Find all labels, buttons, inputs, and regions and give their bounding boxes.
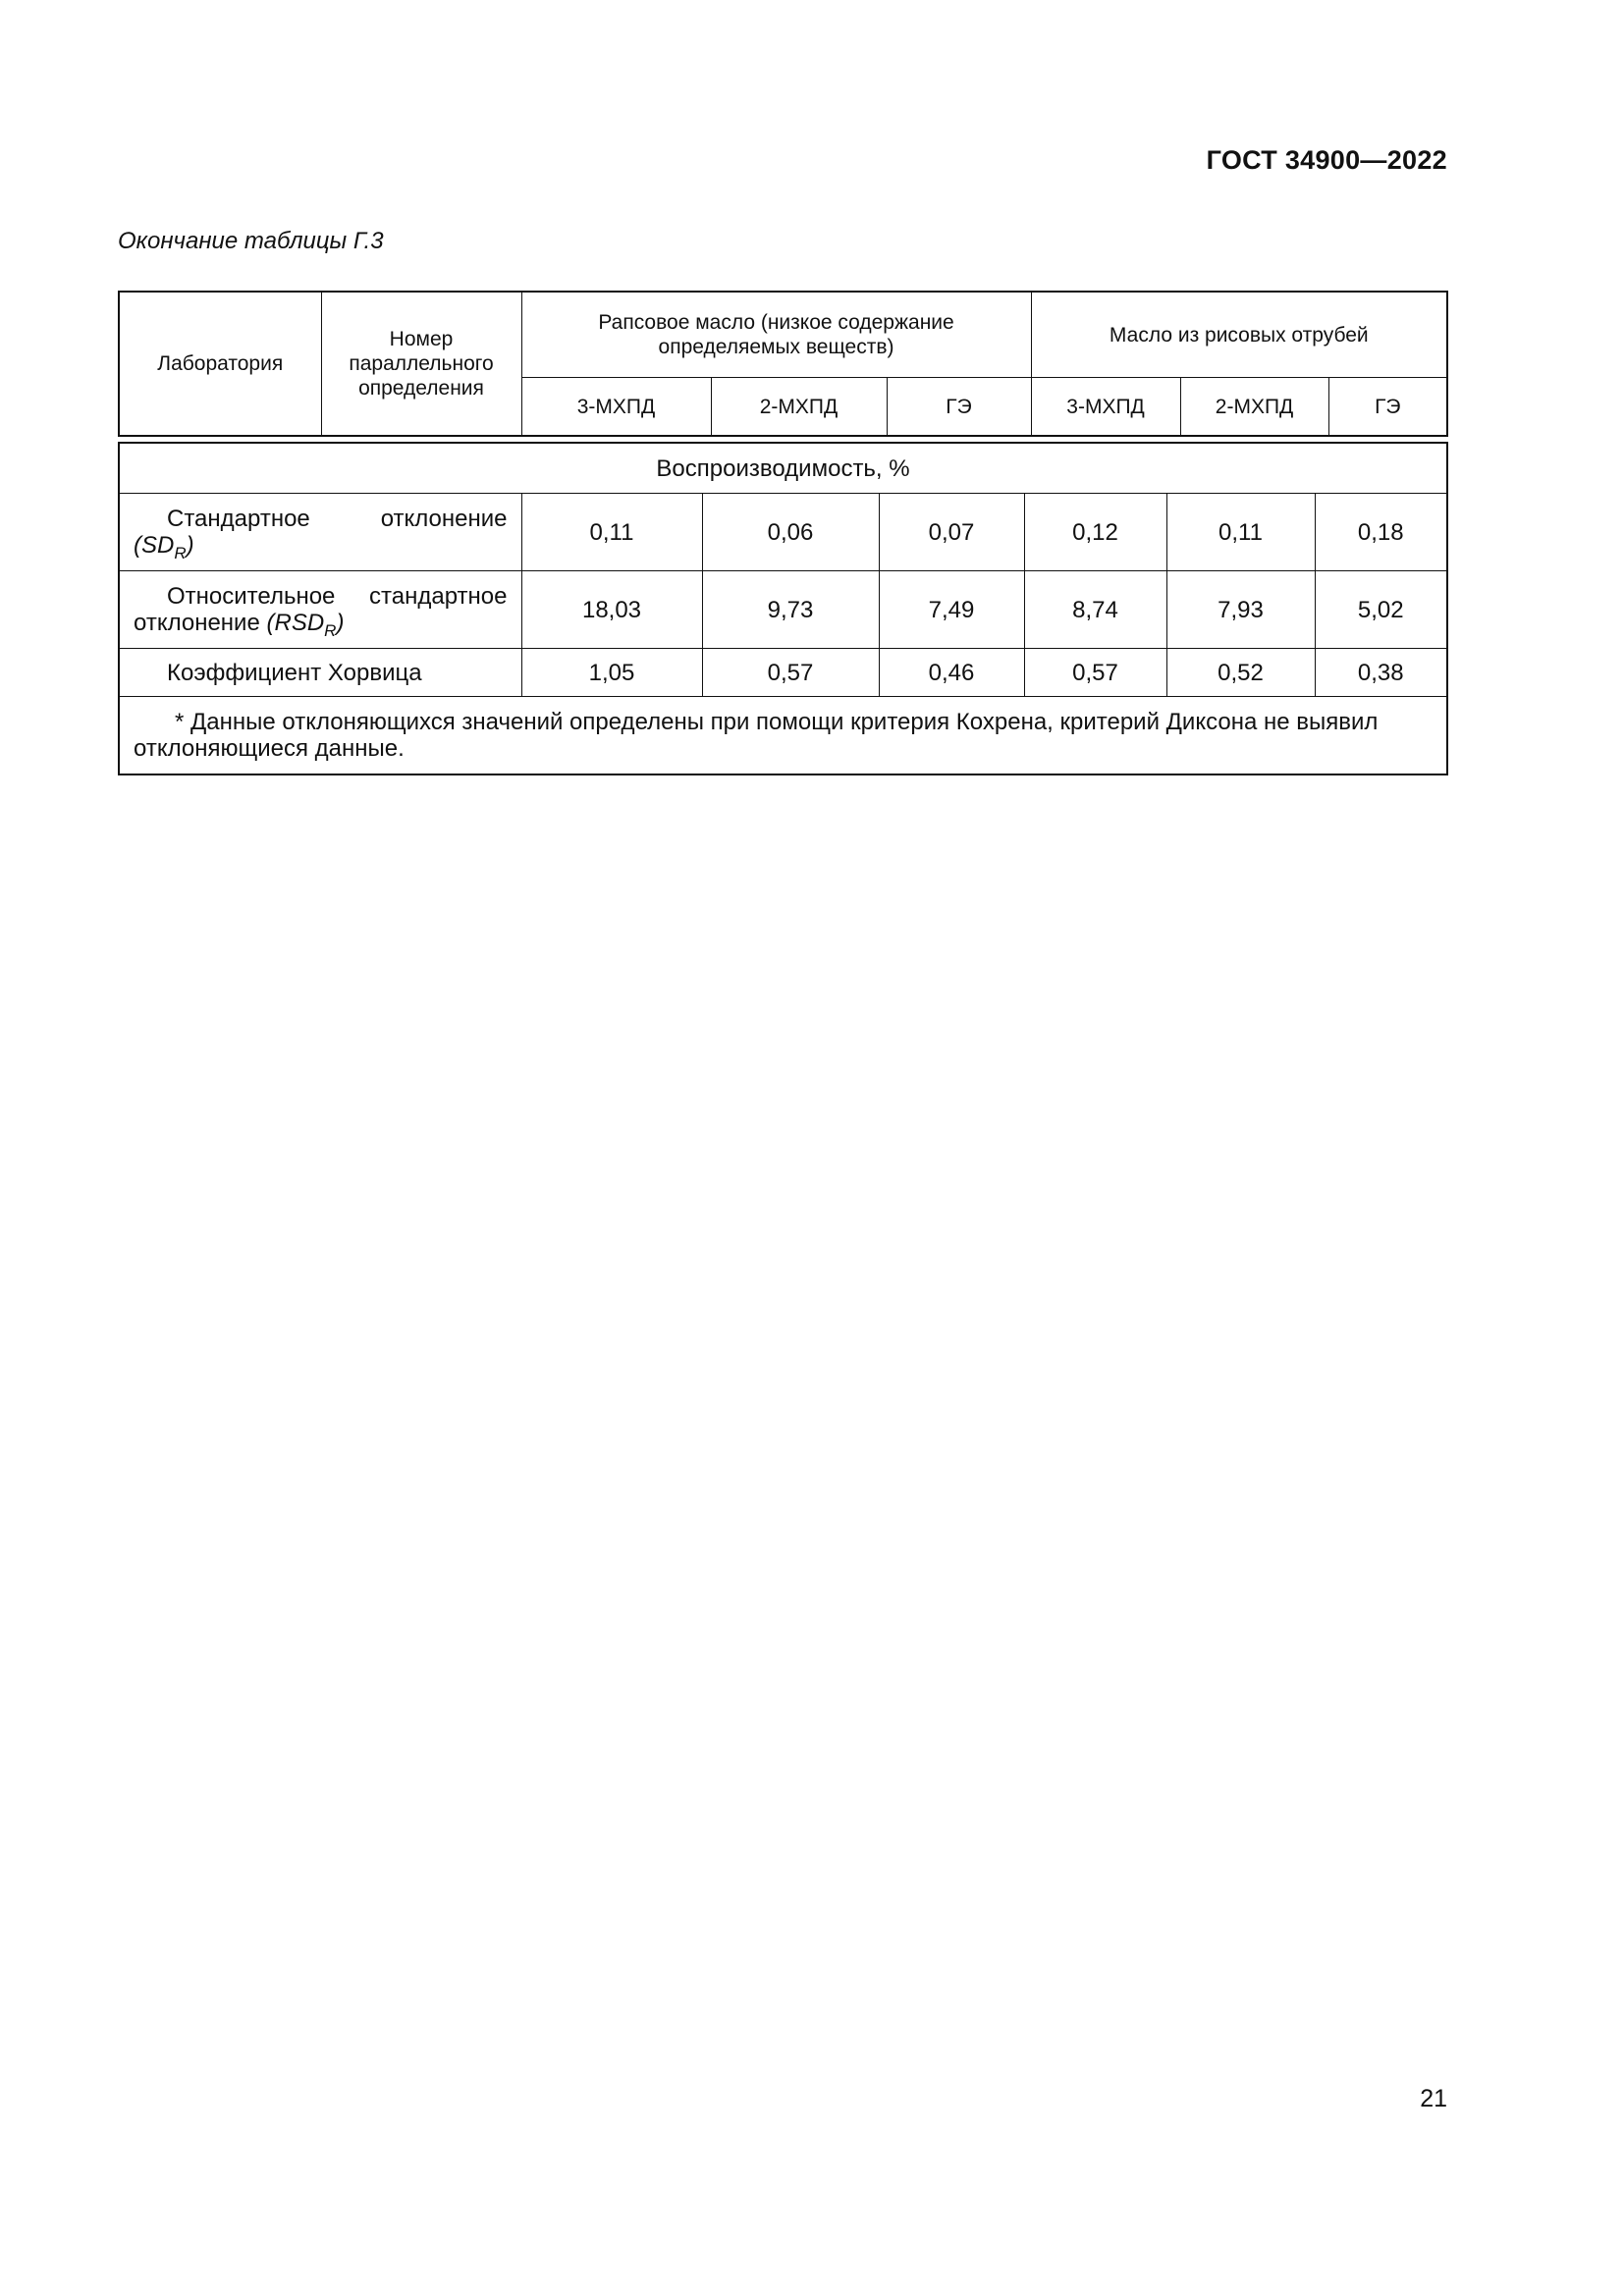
value-cell: 7,49: [879, 571, 1024, 649]
value-cell: 0,07: [879, 494, 1024, 571]
table-footnote: [119, 697, 1447, 775]
value-cell: 0,18: [1315, 494, 1447, 571]
page-number: 21: [1420, 2085, 1447, 2112]
header-replicate-number: Номер параллельного определения: [321, 292, 521, 436]
header-laboratory: Лаборатория: [119, 292, 321, 436]
value-cell: 9,73: [702, 571, 879, 649]
footnote-text: * Данные отклоняющихся значений определены при помощи критерия Кохрена, критерий Диксона не выявил отклоняющиеся данные.: [134, 709, 1379, 762]
row-label-text: Относительное стандартное отклонение: [134, 583, 508, 636]
subheader-cell: ГЭ: [1328, 378, 1447, 437]
row-label: Стандартное отклонение $(SD_R)$: [119, 494, 521, 571]
subheader-cell: 2-МХПД: [711, 378, 887, 437]
row-label-subscript: R: [324, 621, 337, 640]
subheader-cell: 3-МХПД: [1031, 378, 1180, 437]
value-cell: 0,52: [1166, 649, 1315, 697]
row-label: Относительное стандартное отклонение $(RSD_R)$: [119, 571, 521, 649]
row-label-subscript: R: [174, 544, 187, 562]
value-cell: 0,38: [1315, 649, 1447, 697]
table-row: [119, 494, 1447, 571]
value-cell: 0,11: [521, 494, 702, 571]
table-caption: Окончание таблицы Г.3: [118, 228, 384, 254]
row-label-text: Коэффициент Хорвица: [167, 659, 422, 686]
table-header: [118, 291, 1448, 437]
value-cell: 1,05: [521, 649, 702, 697]
table-body: [118, 442, 1448, 775]
value-cell: 5,02: [1315, 571, 1447, 649]
value-cell: 0,12: [1024, 494, 1166, 571]
value-cell: 7,93: [1166, 571, 1315, 649]
value-cell: 0,57: [702, 649, 879, 697]
value-cell: 0,11: [1166, 494, 1315, 571]
subheader-cell: 3-МХПД: [521, 378, 711, 437]
value-cell: 0,06: [702, 494, 879, 571]
row-label-text: Стандартное отклонение: [167, 506, 508, 532]
row-label-symbol: SD: [141, 532, 175, 559]
row-label-symbol: RSD: [274, 610, 325, 636]
document-standard-number: ГОСТ 34900—2022: [1206, 145, 1447, 175]
table-row: [119, 571, 1447, 649]
value-cell: 8,74: [1024, 571, 1166, 649]
row-label: [119, 649, 521, 697]
subheader-cell: ГЭ: [887, 378, 1031, 437]
subheader-cell: 2-МХПД: [1180, 378, 1328, 437]
value-cell: 0,46: [879, 649, 1024, 697]
section-title: Воспроизводимость, %: [119, 443, 1447, 494]
table-row: [119, 649, 1447, 697]
header-group-rapeseed-oil: Рапсовое масло (низкое содержание определяемых веществ): [521, 292, 1031, 378]
value-cell: 18,03: [521, 571, 702, 649]
header-group-rice-bran-oil: Масло из рисовых отрубей: [1031, 292, 1447, 378]
value-cell: 0,57: [1024, 649, 1166, 697]
